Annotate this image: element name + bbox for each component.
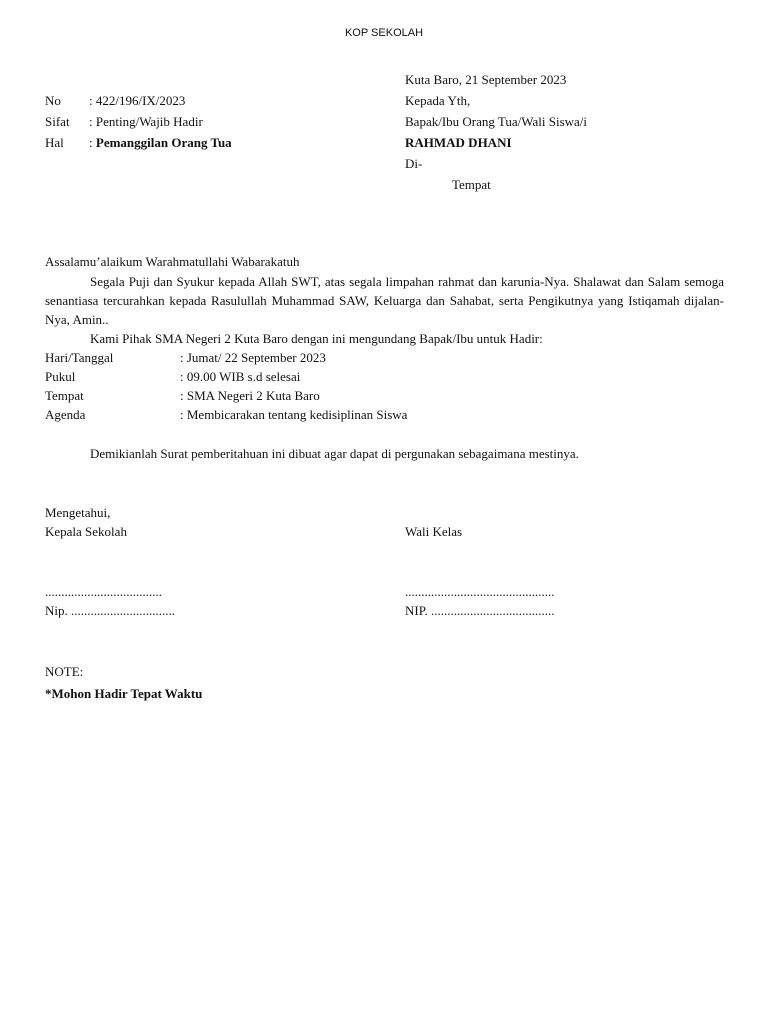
detail-label: Tempat <box>45 388 84 403</box>
principal-title: Kepala Sekolah <box>45 524 127 539</box>
detail-label: Agenda <box>45 407 86 422</box>
meta-hal-sep: : <box>89 135 96 150</box>
meta-sifat-label: Sifat <box>45 114 70 129</box>
detail-value: : 09.00 WIB s.d selesai <box>180 369 301 384</box>
homeroom-signature-line: .............................................. <box>405 584 555 599</box>
meta-no-label: No <box>45 93 61 108</box>
detail-value: : SMA Negeri 2 Kuta Baro <box>180 388 320 403</box>
detail-value: : Membicarakan tentang kedisiplinan Siswa <box>180 407 408 422</box>
letter-date: Kuta Baro, 21 September 2023 <box>405 72 567 87</box>
note-label: NOTE: <box>45 664 84 679</box>
principal-nip: Nip. ................................ <box>45 603 175 618</box>
note-text: *Mohon Hadir Tepat Waktu <box>45 686 203 701</box>
meta-hal-value-wrap <box>89 135 232 151</box>
meta-hal-value: Pemanggilan Orang Tua <box>95 135 232 150</box>
recipient-di: Di- <box>405 156 423 171</box>
principal-signature-line: .................................... <box>45 584 162 599</box>
recipient-kepada: Kepada Yth, <box>405 93 471 108</box>
closing-paragraph: Demikianlah Surat pemberitahuan ini dibuat agar dapat di pergunakan sebagaimana mestinya. <box>90 446 579 461</box>
greeting: Assalamu’alaikum Warahmatullahi Wabarakatuh <box>45 254 300 269</box>
detail-label: Pukul <box>45 369 76 384</box>
homeroom-nip: NIP. ...................................... <box>405 603 555 618</box>
homeroom-title: Wali Kelas <box>405 524 463 539</box>
detail-label: Hari/Tanggal <box>45 350 114 365</box>
paragraph-1-wrap <box>45 272 724 329</box>
paragraph-1: Segala Puji dan Syukur kepada Allah SWT, atas segala limpahan rahmat dan karunia-Nya. Shalawat dan Salam semoga senantiasa tercurahkan kepada Rasulullah Muhammad SAW, Keluarga dan Sahabat, serta Pengikutnya yang Istiqamah dijalan-Nya, Amin.. <box>45 274 724 327</box>
meta-hal-label: Hal <box>45 135 64 150</box>
letterhead: KOP SEKOLAH <box>344 27 424 39</box>
paragraph-2: Kami Pihak SMA Negeri 2 Kuta Baro dengan ini mengundang Bapak/Ibu untuk Hadir: <box>90 331 543 346</box>
mengetahui-label: Mengetahui, <box>45 505 111 520</box>
meta-sifat-value: : Penting/Wajib Hadir <box>89 114 203 129</box>
detail-value: : Jumat/ 22 September 2023 <box>180 350 326 365</box>
meta-no-value: : 422/196/IX/2023 <box>89 93 186 108</box>
recipient-to: Bapak/Ibu Orang Tua/Wali Siswa/i <box>405 114 588 129</box>
recipient-name: RAHMAD DHANI <box>405 135 512 150</box>
recipient-tempat: Tempat <box>452 177 491 192</box>
